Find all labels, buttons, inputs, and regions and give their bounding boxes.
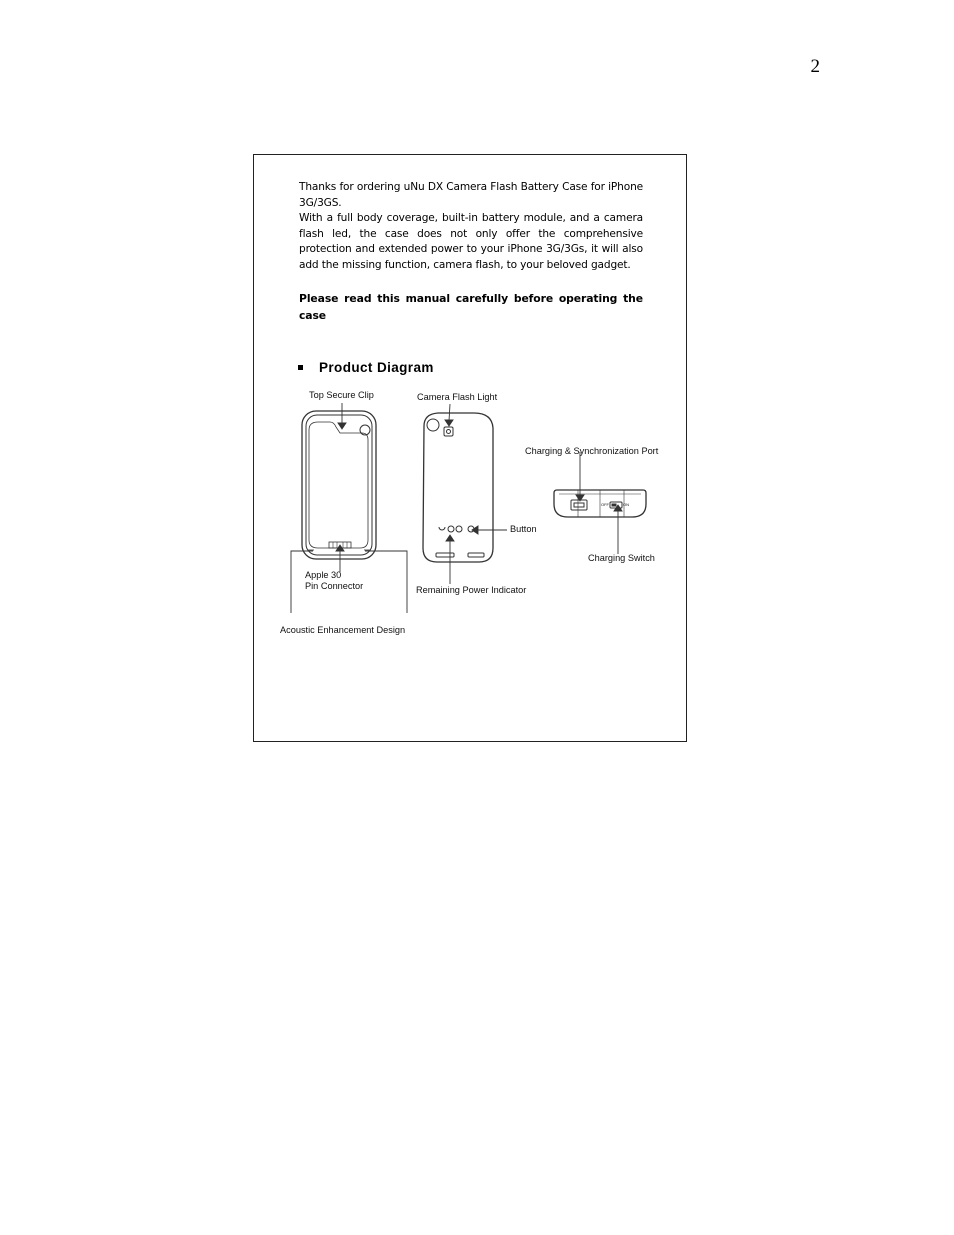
case-back-view	[423, 413, 493, 562]
label-charging-switch: Charging Switch	[588, 553, 655, 563]
label-switch-on: ON	[623, 502, 629, 507]
page-number: 2	[810, 56, 820, 77]
read-manual-notice: Please read this manual carefully before operating the case	[299, 292, 643, 322]
case-bottom-view	[554, 490, 646, 517]
label-camera-flash-light: Camera Flash Light	[417, 392, 498, 402]
bullet-icon	[298, 365, 303, 370]
label-top-secure-clip: Top Secure Clip	[309, 390, 374, 400]
label-apple-30: Apple 30	[305, 570, 342, 580]
product-diagram	[278, 386, 668, 638]
intro-paragraph-1: Thanks for ordering uNu DX Camera Flash Battery Case for iPhone 3G/3GS.	[299, 181, 643, 209]
label-button: Button	[510, 524, 537, 534]
diagram-drawing	[278, 386, 668, 638]
section-heading	[298, 360, 434, 375]
label-switch-off: OFF	[601, 502, 609, 507]
intro-paragraph-2: With a full body coverage, built-in battery module, and a camera flash led, the case does not only offer the comprehensive protection and extended power to your iPhone 3G/3Gs, it will also add the missing function, camera flash, to your beloved gadget.	[299, 212, 643, 271]
label-charging-sync-port: Charging & Synchronization Port	[525, 446, 659, 456]
label-pin-connector: Pin Connector	[305, 581, 364, 591]
case-front-view	[302, 411, 376, 559]
section-title: Product Diagram	[319, 360, 434, 375]
label-acoustic-enhancement: Acoustic Enhancement Design	[280, 625, 406, 635]
label-remaining-power-indicator: Remaining Power Indicator	[416, 585, 527, 595]
intro-text	[299, 180, 643, 273]
